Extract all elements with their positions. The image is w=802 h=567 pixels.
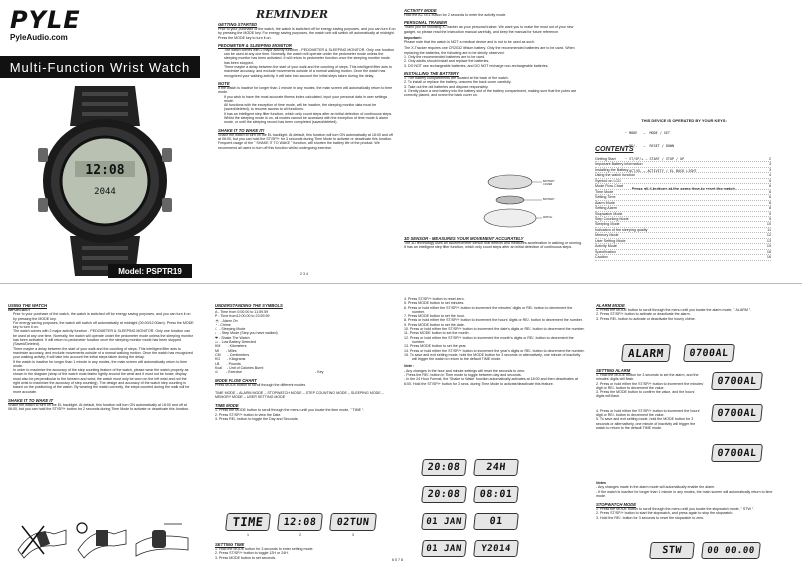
bottom-col-2 (215, 303, 395, 421)
bottom-col-1 (8, 303, 194, 412)
reminder-title: REMINDER (256, 8, 328, 21)
page-number-top: 2 3 4 (300, 272, 308, 276)
setting-step-cont: 6. Press or hold either the ST/SP/+ button to increment the minutes' digits or RE/- button to decrement the number. (404, 305, 573, 314)
contents-page: 16 (766, 255, 771, 260)
lcd-setting: 24H (473, 459, 519, 476)
contents-list (595, 157, 771, 261)
battery-rule: 3. DO NOT use rechargeable batteries, and DO NOT recharge non-rechargeable batteries. (404, 63, 549, 68)
contents-page: 9 (768, 216, 771, 221)
symbol-item: ☕ - Alarm On (215, 318, 238, 323)
symbol-item: Kcal - Unit of Calories Burnt (215, 365, 264, 370)
getting-started-text: Prior to your purchase of the watch, the watch is switched off for energy saving purposes, and you can turn it on by pressing the MODE key. For energy saving purposes, the watch unit will switch off automatically at midnight. Press the MODE key to turn it on. (218, 27, 396, 40)
lcd-setting: 01 (473, 513, 519, 530)
contents-title: Installing the Battery (595, 167, 629, 172)
using-heading: USING THE WATCH (8, 303, 48, 308)
note-item: It has an intelligent step filter function, which only count steps after an initial detection of continuous steps. (224, 111, 393, 116)
symbol-item: KG - Kilograms (215, 357, 246, 362)
contents-page: 5 (768, 178, 771, 183)
symbol-key-label: - Key (315, 370, 324, 374)
contents-page: 2 (768, 157, 771, 161)
symbols-heading: UNDERSTANDING THE SYMBOLS (215, 303, 283, 308)
contents-page: 11 (767, 227, 771, 232)
contents-page: 13 (766, 238, 771, 243)
lcd-setting: 01 JAN (421, 513, 467, 530)
lcd-setalarm: 0700AL (711, 372, 763, 390)
contents-page: 10 (766, 222, 771, 227)
important-label: Important: (404, 35, 422, 40)
lcd-setting: Y2014 (473, 540, 519, 557)
setting-step-cont: 10. Press or hold either the ST/SP/+ button to increment the date's digits or RE/- button to decrement the number. (404, 327, 585, 332)
symbol-item: P - Time from12:00.00 to 23:59.59 (215, 314, 270, 319)
setting-step-cont: 8. Press or hold either the ST/SP/+ button to increment the hours' digits or RE/- button to decrement the number. (404, 318, 583, 323)
contents-page: 6 (768, 189, 771, 194)
battery-rule: 1. Only the recommended batteries are to be used. (404, 55, 486, 60)
setting-steps-cont (404, 297, 586, 361)
bottom-col-4 (596, 303, 774, 321)
lcd-caption: 3 (352, 533, 354, 537)
alarm-notes-section (596, 481, 774, 520)
top-col-2 (404, 8, 582, 97)
contents-page: 4 (768, 173, 771, 178)
brand-url: PyleAudio.com (10, 33, 68, 42)
setting-alarm-section (596, 368, 704, 430)
setting-step-cont: 11. Press MODE button to set the month. (404, 331, 470, 336)
page-number-bottom: 6 5 7 8 (392, 558, 403, 562)
lcd-caption: 1 (247, 533, 249, 537)
key-row: ~ MODE – MODE / SET (625, 131, 670, 136)
setting-step: 3. Press MODE button to set seconds. (215, 555, 277, 560)
contents-title: Time Mode (595, 189, 614, 194)
battery-diagram (470, 170, 560, 232)
setting-step-cont: 9. Press MODE button to set the date. (404, 322, 465, 327)
contents-title: User Setting Mode (595, 238, 626, 243)
lcd-time-value: 12:08 (277, 513, 323, 531)
symbol-item: ☾ - Sleeping Mode (215, 327, 246, 332)
lcd-time: TIME (225, 513, 271, 531)
contents-title: Stopwatch Mode (595, 211, 623, 216)
contents-page: 12 (766, 233, 771, 238)
setalarm-step: 5. To save and exit setting mode, hold the MODE button for 3 seconds or alternatively, one minute of inactivity will trigger the watch to return to the default TIME mode. (596, 417, 696, 430)
trainer-heading: PERSONAL TRAINER (404, 20, 447, 26)
contents-title: Caution (595, 255, 608, 260)
contents-page: 3 (768, 167, 771, 172)
wrist-illustration-correct (74, 520, 130, 560)
alarmnotes-item: - If the watch is inactive for longer than 1 minute in any modes, the main screen will automatically return to time mode. (596, 489, 773, 498)
install-heading: INSTALLING THE BATTERY (404, 70, 459, 76)
contents-title: Alarm Mode (595, 200, 615, 205)
contents-title: Activity Mode (595, 244, 617, 249)
symbols-list (215, 310, 395, 374)
contents-row (595, 255, 771, 260)
shake-text: Shake the watch to turn on the EL backlight. At default, this function will turn ON automatically at 18:00 and off at 06:00, but you can hold the ST/SP/+ for 3 seconds during Time Mode to activate or deactivate this function. Frequent usage of the " SHAKE IT TO WAKE " function, will shorten the battery life of the product. We recommend all users to turn off this function whilst undergoing exercise. (218, 132, 393, 150)
page-divider (0, 283, 802, 284)
note-heading: NOTE (218, 80, 230, 86)
flow-text: Press MODE button to scroll through the different modes (215, 383, 306, 388)
contents-page: 6 (768, 184, 771, 189)
using-item: If the watch is inactive for longer than 1 minute in any modes, the main screen will automatically return to time mode. (13, 359, 188, 368)
battery-intro: The X-Tracker requires one CR2032 lithium battery. Only the recommended batteries are to be used. When replacing the batteries, the following are to be strictly observed: (404, 46, 575, 55)
pedometer-heading: PEDOMETER & SLEEPING MONITOR (218, 42, 292, 48)
lcd-setting: 01 JAN (421, 540, 467, 557)
diagram-label: BATTERY (543, 198, 555, 201)
setting-heading: SETTING TIME (215, 542, 245, 547)
watch-product-image (30, 86, 180, 276)
key-row: ~ ACT/EL – ACTIVITY / EL BACK LIGHT (625, 169, 697, 174)
using-item: The watch comes with 2 major activity function - PEDOMETER & SLEEPING MONITOR. Only one function can be used at any one time. Normally, the watch will operate under the pedometer mode unless the sleeping monitor has been activated. It will return to pedometer function once the sleeping monitor mode has been stopped (Saved/Deleted). (13, 329, 193, 347)
key-row: ~ RE/- – RESET / DOWN (625, 144, 674, 149)
contents-title: Mode Flow Chart (595, 184, 624, 189)
lcd-setting: 08:01 (473, 486, 519, 503)
contents-page: 16 (766, 249, 771, 254)
svg-text:12:08: 12:08 (85, 163, 125, 178)
time-step: 1. Press the MODE button to scroll through the menu until you locate the time mode, " TIME ". (215, 408, 365, 413)
setalarm-step: 1. Hold the MODE button for 3 seconds to set the alarm, and the minutes' digits will flash. (596, 373, 699, 382)
pedometer-item: The watch comes with 2 major activity function - PEDOMETER & SLEEPING MONITOR. Only one function can be used at any one time. Normally, the watch will operate under the pedometer mode unless the sleeping monitor has been activated. It will return to pedometer function once the sleeping monitor mode has been stopped. (224, 47, 395, 65)
lcd-caption: 2 (299, 533, 301, 537)
stopwatch-step: 3. Hold the RE/- button for 3 seconds to reset the stopwatch to zero. (596, 515, 705, 520)
setalarm-step: 4. Press or hold either the ST/SP/+ button to increment the hours' digit or RE/- button to decrement the value. (596, 408, 701, 418)
bottom-col-3 (404, 297, 586, 386)
using-item: For energy saving purposes, the watch will switch off automatically at midnight (00:00/12:00am). Press the MODE key to turn it on. (13, 320, 194, 330)
symbol-item: LB - Pounds (215, 361, 241, 366)
note-item: All functions with the exception of time mode, will be inactive, the sleeping monitor data must be (saved/deleted), to resume access to all functions. (224, 103, 377, 112)
alarmnotes-heading: Notes (596, 481, 606, 485)
flow-heading: MODE FLOW CHART (215, 378, 257, 384)
getting-started-heading: GETTING STARTED (218, 22, 258, 27)
keys-heading: THIS DEVICE IS OPERATED BY YOUR KEYS: (641, 118, 727, 123)
contents-page: 3 (768, 162, 771, 167)
alarmnotes-item: - Any changes made in the alarm mode will automatically enable the alarm. (596, 485, 716, 490)
lcd-setalarm: 0700AL (711, 404, 763, 422)
time-heading: TIME MODE (215, 403, 239, 409)
symbol-item: MI - Miles (215, 348, 237, 353)
time-step: 2. Press ST/SP/+ button to view the Date. (215, 412, 282, 417)
using-important: IMPORTANT! (8, 308, 31, 312)
lcd-stopwatch-value: 00 00.00 (701, 542, 761, 559)
setting-step-cont: 12. Press or hold either the ST/SP/+ button to increment the month's digits or RE/- button to decrement the number. (404, 335, 574, 344)
contents-title: Setting Time (595, 195, 616, 200)
note-item: Whilst the sleeping mode is on, all modes cannot be accessed with the exception of time mode & alarm mode, or until the sleeping record has been completed (saved/deleted). (224, 116, 388, 125)
sensor-section (404, 236, 582, 250)
symbol-item: ◔ - Chime (215, 322, 231, 327)
install-step: 1. The battery compartments are located at the back of the watch. (404, 75, 509, 80)
keys-footer: Press all 4 buttons at the same time to reset the watch. (631, 185, 737, 191)
key-row: ~ ST/SP/+ – START / STOP / UP (625, 156, 685, 161)
contents-page: 8 (768, 206, 771, 211)
note-intro: If the watch is inactive for longer than 1 minute in any modes, the main screen will automatically return to time mode. (218, 85, 393, 95)
shake2-text: Shake the watch to turn on the EL backlight. At default, this function will turn ON automatically at 18:00 and off at 06:00, but you can hold the ST/SP/+ button for 2 seconds during Time Mode to activate or deactivate this function. (8, 402, 190, 412)
model-label: Model: PSPTR19 (108, 264, 192, 278)
stopwatch-heading: STOPWATCH MODE (596, 502, 637, 508)
using-item: Prior to your purchase of the watch, the watch is switched off for energy saving purposes, and you can turn it on by pressing the MODE key. (13, 312, 191, 321)
contents-title: Memory Mode (595, 233, 619, 238)
activity-text: Hold the ACT/EL button for 2 seconds to enter the activity mode. (404, 13, 507, 17)
setalarm-step: 3. Press the MODE button to confirm the value, and the hours' digits will flash. (596, 390, 695, 399)
symbol-item: ⊙ - Exercise (215, 370, 242, 375)
contents-page: 6 (768, 195, 771, 200)
wrist-illustration-incorrect (14, 520, 70, 560)
pedometer-item: There maybe a delay between the start of your walk and the counting of steps. This intelligent filter acts to maximize accuracy, and exclude movements outside of a normal walking motion. Once the watch has recognized your walking activity, it will take into account the initial steps taken during the delay. (224, 65, 392, 78)
install-step: 2. To install or replace the battery, unscrew the back cover carefully. (404, 80, 512, 85)
setalarm-step: 2. Press or hold either the ST/SP/+ button to increment the minutes' digit or RE/- button to decrement the value. (596, 381, 704, 390)
activity-heading: ACTIVITY MODE (404, 8, 437, 13)
alarm-step: 3. Press RE/- button to activate or deactivate the hourly chime. (596, 316, 696, 321)
title-banner: Multi-Function Wrist Watch (0, 56, 200, 78)
alarm-heading: ALARM MODE (596, 303, 625, 308)
contents-page: 9 (768, 211, 771, 216)
contents-title: Important Battery information (595, 162, 643, 167)
lcd-stopwatch: STW (649, 542, 695, 559)
notes-heading: Note : (404, 364, 415, 369)
shake2-heading: SHAKE IT TO WAKE IT (8, 397, 54, 403)
contents-page: 8 (768, 200, 771, 205)
important-text: Please note that the watch is NOT a medical device and is not to be used as such. (404, 40, 535, 45)
setting-step-cont: 14. Press or hold either the ST/SP/+ button to increment the year's digits or RE/- button to decrement the number. (404, 348, 585, 353)
contents-title: Symbol on LCD (595, 178, 621, 183)
contents-title: Indication of the sleeping quality (595, 227, 648, 232)
lcd-alarm-value: 0700AL (683, 344, 735, 362)
battery-rule: 2. Only adults should install and replace the batteries. (404, 59, 490, 64)
notes-item: - Press the RE/- button in Time mode to toggle between day and seconds. (404, 373, 522, 378)
contents-section (595, 146, 771, 261)
contents-title: Sleeping Mode (595, 222, 620, 227)
lcd-alarm: ALARM (621, 344, 671, 362)
setting-step-cont: 4. Press ST/SP/+ button to reset zero. (404, 297, 465, 301)
top-col-1 (218, 8, 396, 150)
contents-title: Getting Start (595, 157, 616, 161)
setting-step-cont: 7. Press MODE button to set the hour. (404, 314, 465, 319)
trainer-text: Thank you for choosing X-Tracker as your personal trainer. We want you to make the most out of your new gadget, so please read the instruction manual carefully, and keep the manual for future reference. (404, 25, 574, 34)
sensor-heading: 3D SENSOR - MEASURES YOUR MOVEMENT ACCURATELY (404, 236, 524, 241)
brand-logo: PYLE (10, 6, 81, 34)
lcd-setting: 20:08 (421, 486, 467, 503)
wrist-illustration-side (134, 520, 190, 560)
using-item: In order to maximize the accuracy of the step counting feature of the watch, please wear the watch properly as shown in the diagram (strap of the watch must fasten tightly around the wrist and it must not be loose; display must also be perpendicular to the forearm and wrist; the watch must only be worn on the left wrist and not the right wrist to maximize the accuracy of step counting). The design and accuracy of the watch step counting is based on the positioning of the watch. By wearing the watch correctly, the steps counted during the walk will be more accurate. (13, 368, 190, 394)
symbol-item: CM - Centimeters (215, 352, 250, 357)
diagram-label: WATCH (543, 216, 553, 219)
shake-heading: SHAKE IT TO WAKE IT! (218, 127, 265, 133)
notes-item: - In the 24 Hour Format, the 'Shake to Wake' function automatically activates at 18:00 and then deactivates at 6:00. Hold the ST/SP/+ button for 3 secs. during Time Mode to activate/deactivate this feature. (404, 377, 578, 386)
setting-step-cont: 5. Press MODE button to set minutes. (404, 301, 465, 306)
contents-title: Step Counting Mode (595, 216, 629, 221)
stopwatch-step: 2. Press ST/SP/+ button to start the stopwatch, and press again to stop the stopwatch. (596, 511, 734, 516)
diagram-label: BATTERY COVER (543, 180, 555, 186)
symbol-item: ❤ - Shake The Watch (215, 335, 250, 340)
symbol-item: ♩ - Step Mode (Step you have walked) (215, 331, 278, 336)
svg-text:2044: 2044 (94, 187, 116, 197)
install-step: 4. Gently place a new battery into the battery slot of the battery compartment, making sure that the poles are correctly placed, and screw the back cover on. (404, 88, 577, 98)
brand-block (10, 8, 130, 42)
setalarm-heading: SETTING ALARM (596, 368, 631, 373)
symbol-item: A - Time from 0:00.00 to 11:59.59 (215, 310, 269, 314)
lcd-date: 02TUN (329, 513, 377, 531)
time-step: 3. Press RE/- button to toggle the Day and Seconds. (215, 416, 299, 421)
contents-title: Setting Alarm (595, 206, 617, 211)
stopwatch-step: 1. Press the MODE button to scroll through the menu until you locate the stopwatch mode, " STW ". (596, 507, 755, 512)
notes-item: - Any changes in the hour and minute settings will reset the seconds to zero. (404, 368, 526, 373)
lcd-setalarm: 0700AL (711, 444, 763, 462)
contents-title: Using the watch function (595, 173, 636, 178)
symbol-item: ▭ - Low Battery Detected (215, 340, 256, 345)
note-item: If you wish to have the most accurate fitness index calculated, input your personal data in user settings mode. (224, 94, 388, 103)
alarm-step: 2. Press ST/SP/+ button to activate or deactivate the alarm. (596, 312, 691, 317)
setting-step: 2. Press ST/SP/+ button to toggle 12H or 24H. (215, 551, 289, 556)
contents-page: 15 (766, 244, 771, 249)
setting-step-cont: 13. Press MODE button to set the year. (404, 344, 467, 349)
lcd-setting: 20:08 (421, 459, 467, 476)
install-step: 3. Take out the old batteries and dispose responsibly. (404, 84, 489, 89)
flow-chain: TIME MODE – ALARM MODE – STOPWATCH MODE – STEP COUNTING MODE – SLEEPING MODE – MEMORY MODE – USER SETTING MODE (215, 390, 384, 400)
setting-step: 1. Hold the MODE button for 3 seconds to enter setting mode. (215, 547, 314, 551)
sensor-text: The 3D technology uses an accelerometer sensor that detects and measures acceleration in walking or running. It has an intelligent step filter function, which only count steps after an initial detection of continuous steps. (404, 241, 582, 250)
using-item: There maybe a delay between the start of your walk and the counting of steps. This intelligent filter acts to maximize accuracy, and exclude movements outside of a normal walking motion. Once the watch has recognized your walking activity, it will take into account the initial steps taken during the delay. (13, 346, 193, 360)
setting-step-cont: 15. To save and exit setting mode, hold the MODE button for 3 seconds or alternatively, one minute of inactivity will trigger the watch to return to the default TIME mode. (404, 352, 581, 362)
symbol-item: KM - Kilometers (215, 344, 247, 349)
alarm-step: 1. Press the MODE button to scroll through the menu until you locate the alarm mode, " ALARM ". (596, 308, 752, 312)
contents-title: Specification (595, 249, 616, 254)
contents-heading: CONTENTS (595, 146, 634, 153)
setting-time-section (215, 542, 395, 560)
